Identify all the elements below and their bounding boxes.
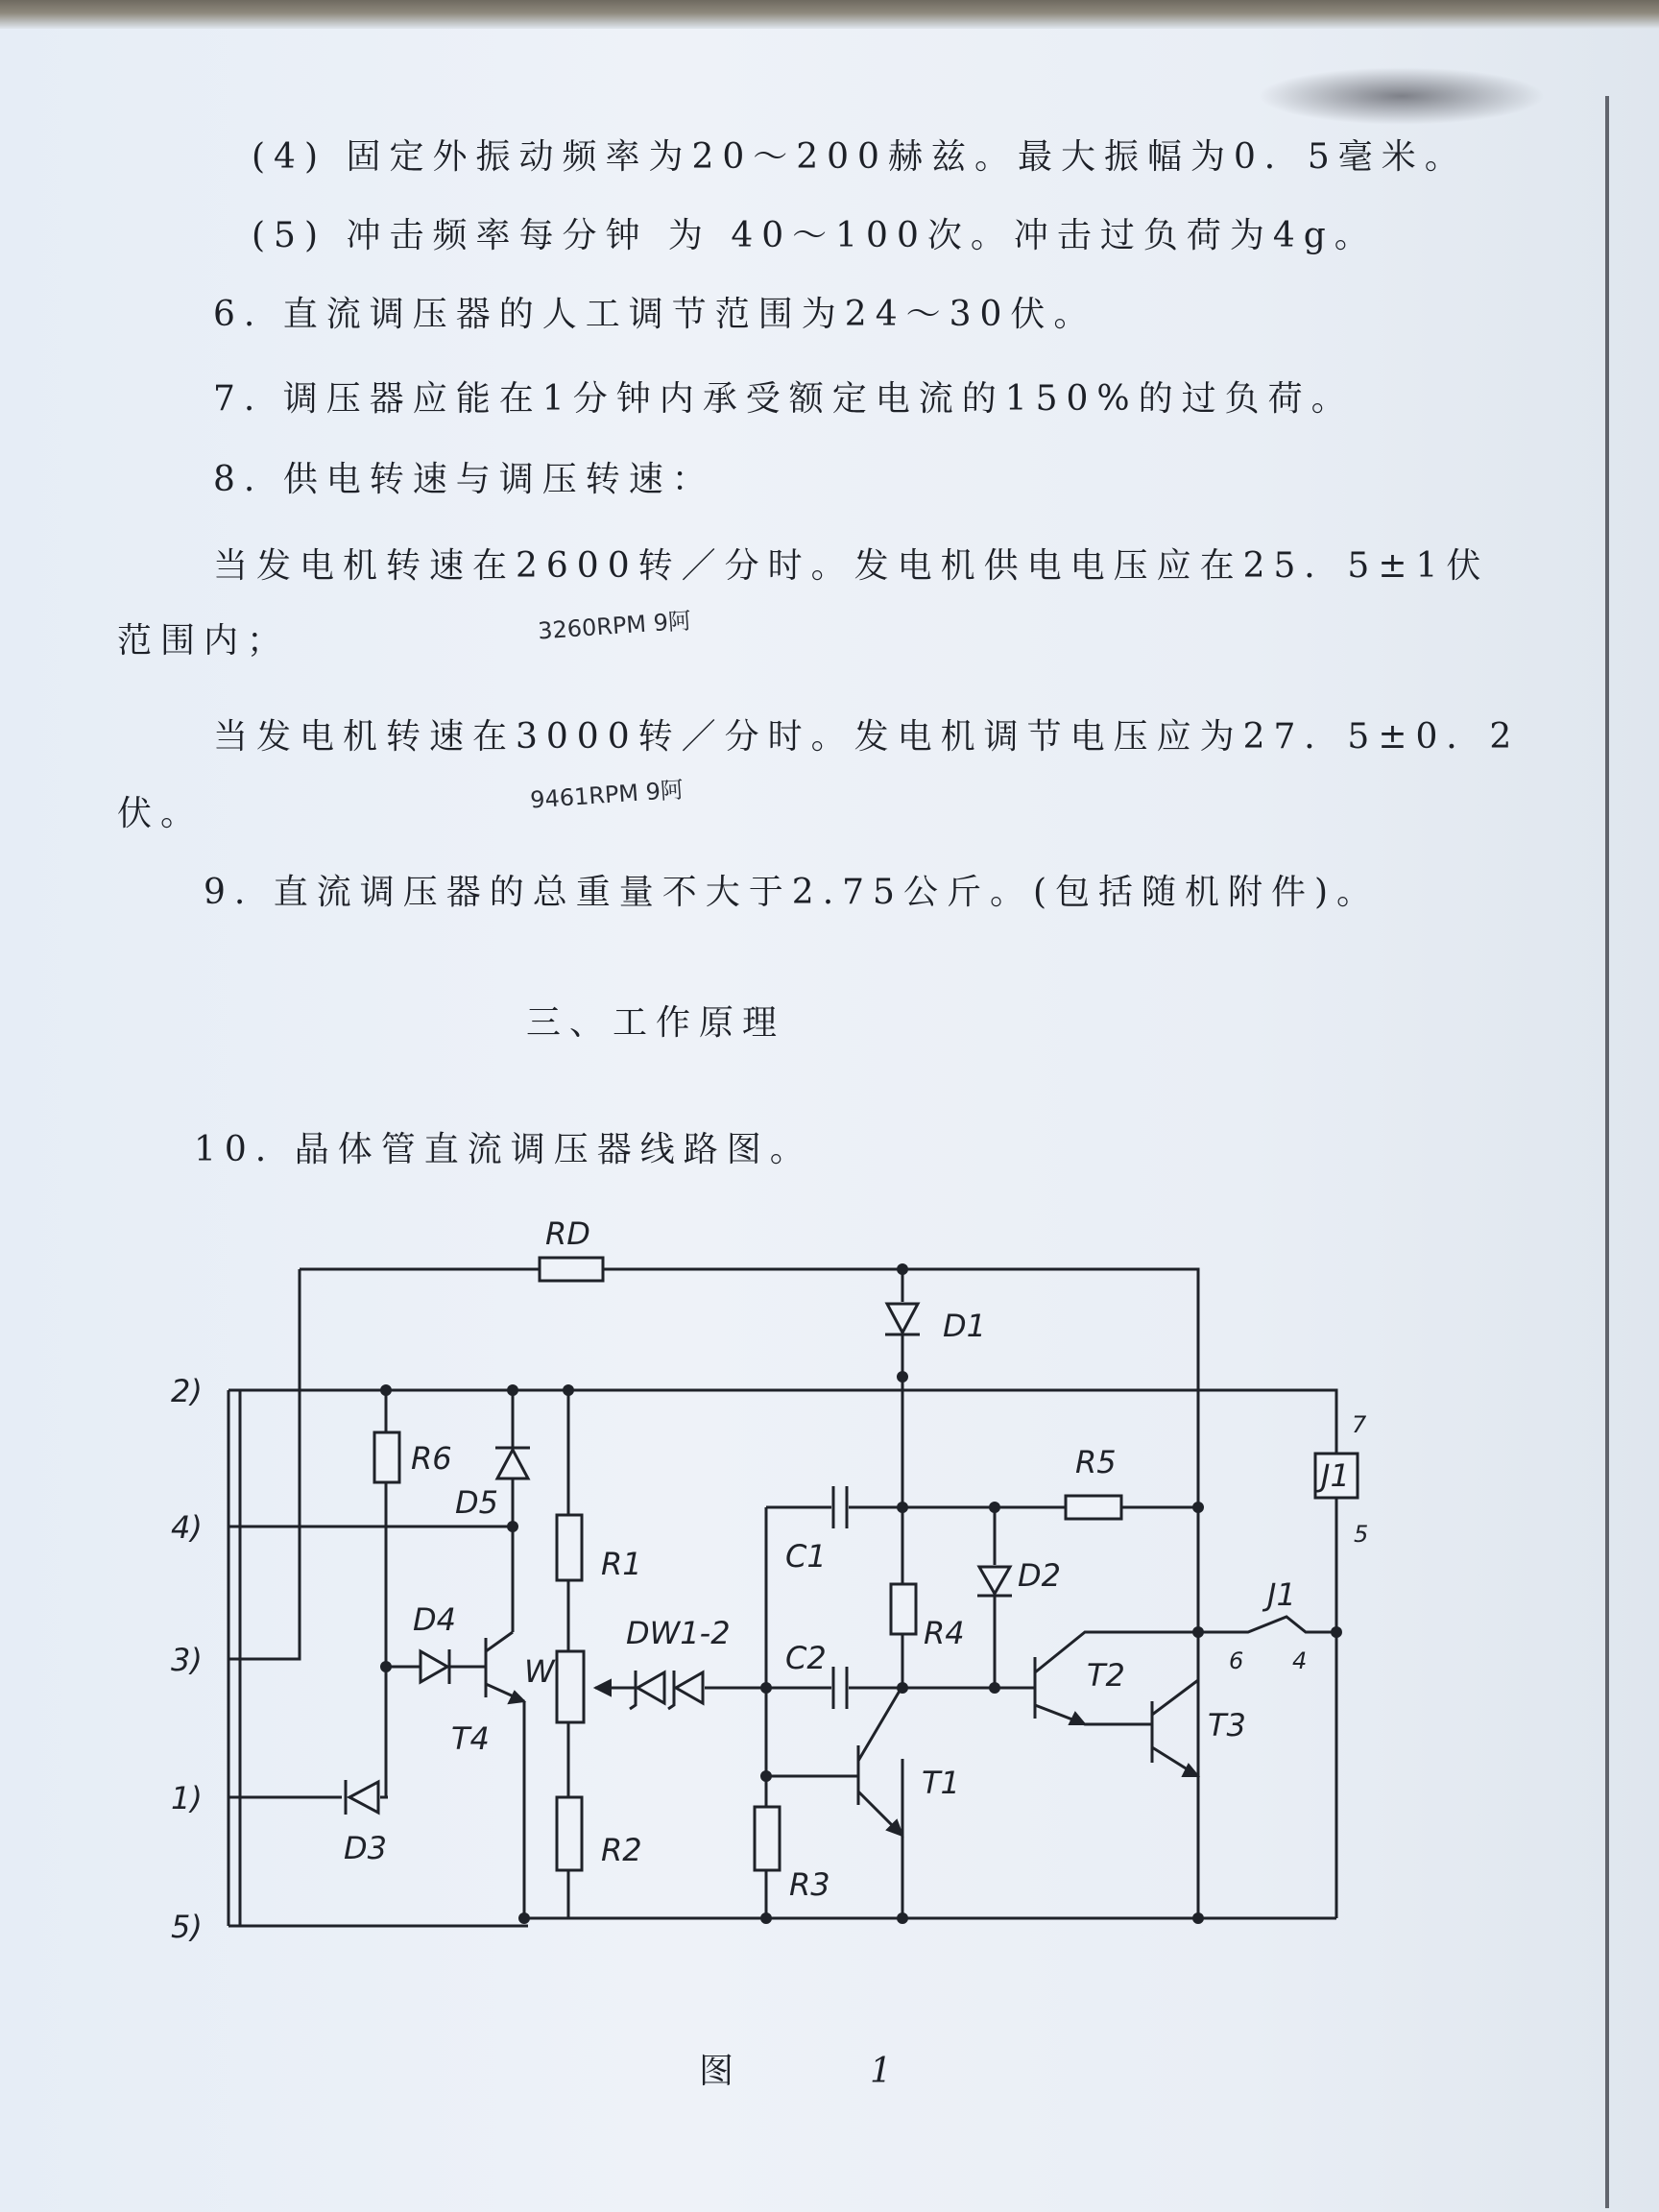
resistor-R6 — [374, 1432, 399, 1482]
resistor-symbols — [374, 1258, 1358, 1870]
zener-DW1 — [637, 1672, 664, 1703]
label-R4: R4 — [924, 1615, 965, 1651]
label-D2: D2 — [1018, 1557, 1061, 1594]
label-D4: D4 — [413, 1601, 456, 1638]
spec-item-8a-line2: 范围内； — [117, 621, 291, 661]
label-W: W — [524, 1653, 555, 1690]
label-R3: R3 — [789, 1866, 830, 1903]
zener-DW2 — [676, 1672, 703, 1703]
capacitor-symbols — [833, 1486, 847, 1709]
label-T2: T2 — [1087, 1657, 1125, 1694]
label-D5: D5 — [455, 1484, 498, 1521]
label-C2: C2 — [785, 1640, 827, 1676]
figure-caption-number: 1 — [870, 2052, 901, 2091]
label-R6: R6 — [411, 1440, 452, 1477]
spec-item-8: 8. 供电转速与调压转速： — [213, 460, 715, 499]
circuit-wires — [228, 1269, 1336, 1926]
capacitor-C2 — [833, 1667, 847, 1709]
label-pin6: 6 — [1229, 1647, 1244, 1674]
label-T3: T3 — [1208, 1707, 1246, 1743]
label-J1-pin7: 7 — [1352, 1411, 1367, 1438]
spec-item-8a-line1: 当发电机转速在2600转／分时。发电机供电电压应在25．5±1伏 — [213, 546, 1490, 586]
spec-item-6: 6. 直流调压器的人工调节范围为24～30伏。 — [213, 295, 1097, 334]
diode-D1 — [887, 1304, 918, 1333]
spec-item-5: (5) 冲击频率每分钟 为 40～100次。冲击过负荷为4g。 — [252, 216, 1378, 255]
label-T1: T1 — [922, 1765, 960, 1801]
label-J1-pin5: 5 — [1354, 1521, 1369, 1548]
resistor-R1 — [557, 1515, 582, 1580]
diode-D4 — [421, 1651, 447, 1682]
terminal-3: 3) — [171, 1642, 203, 1678]
handwritten-note-1: 3260RPM 9阿 — [537, 607, 692, 645]
spec-item-8b-line2: 伏。 — [117, 794, 204, 833]
wiper-arrow — [595, 1680, 611, 1695]
resistor-R4 — [891, 1584, 916, 1634]
diode-D5 — [497, 1450, 528, 1479]
label-DW1-2: DW1-2 — [626, 1615, 731, 1651]
label-T4: T4 — [451, 1720, 490, 1757]
terminal-4: 4) — [171, 1509, 203, 1546]
label-pin4: 4 — [1292, 1647, 1308, 1674]
terminal-1: 1) — [171, 1780, 203, 1816]
section-heading: 三、工作原理 — [526, 1003, 786, 1043]
terminal-5: 5) — [171, 1909, 203, 1945]
spec-item-8b-line1: 当发电机转速在3000转／分时。发电机调节电压应为27．5±0．2 — [213, 717, 1521, 757]
terminal-2: 2) — [171, 1373, 203, 1409]
figure-caption-label: 图 — [699, 2052, 743, 2091]
resistor-RD — [540, 1258, 603, 1281]
resistor-R2 — [557, 1797, 582, 1870]
label-J1-contact: J1 — [1267, 1576, 1296, 1613]
label-D1: D1 — [943, 1308, 986, 1344]
label-RD: RD — [545, 1215, 590, 1252]
label-C1: C1 — [785, 1538, 827, 1575]
capacitor-C1 — [833, 1486, 847, 1528]
spec-item-4: (4) 固定外振动频率为20～200赫兹。最大振幅为0．5毫米。 — [252, 137, 1468, 177]
label-R1: R1 — [601, 1546, 642, 1582]
handwritten-note-2: 9461RPM 9阿 — [529, 776, 685, 814]
potentiometer-W — [557, 1651, 584, 1722]
diagram-intro: 10. 晶体管直流调压器线路图。 — [194, 1130, 813, 1169]
resistor-R3 — [755, 1807, 780, 1870]
label-J1-coil: J1 — [1321, 1457, 1350, 1494]
diode-D2 — [979, 1567, 1010, 1594]
resistor-R5 — [1066, 1496, 1121, 1519]
label-R5: R5 — [1075, 1444, 1117, 1480]
terminal-labels — [171, 1373, 203, 1945]
spec-item-7: 7. 调压器应能在1分钟内承受额定电流的150%的过负荷。 — [213, 379, 1355, 419]
diode-D3 — [349, 1782, 378, 1813]
diode-symbols — [346, 1304, 1012, 1815]
label-R2: R2 — [601, 1832, 642, 1868]
component-labels — [344, 1215, 1368, 1903]
spec-item-9: 9. 直流调压器的总重量不大于2.75公斤。(包括随机附件)。 — [204, 873, 1381, 912]
label-D3: D3 — [344, 1830, 387, 1866]
